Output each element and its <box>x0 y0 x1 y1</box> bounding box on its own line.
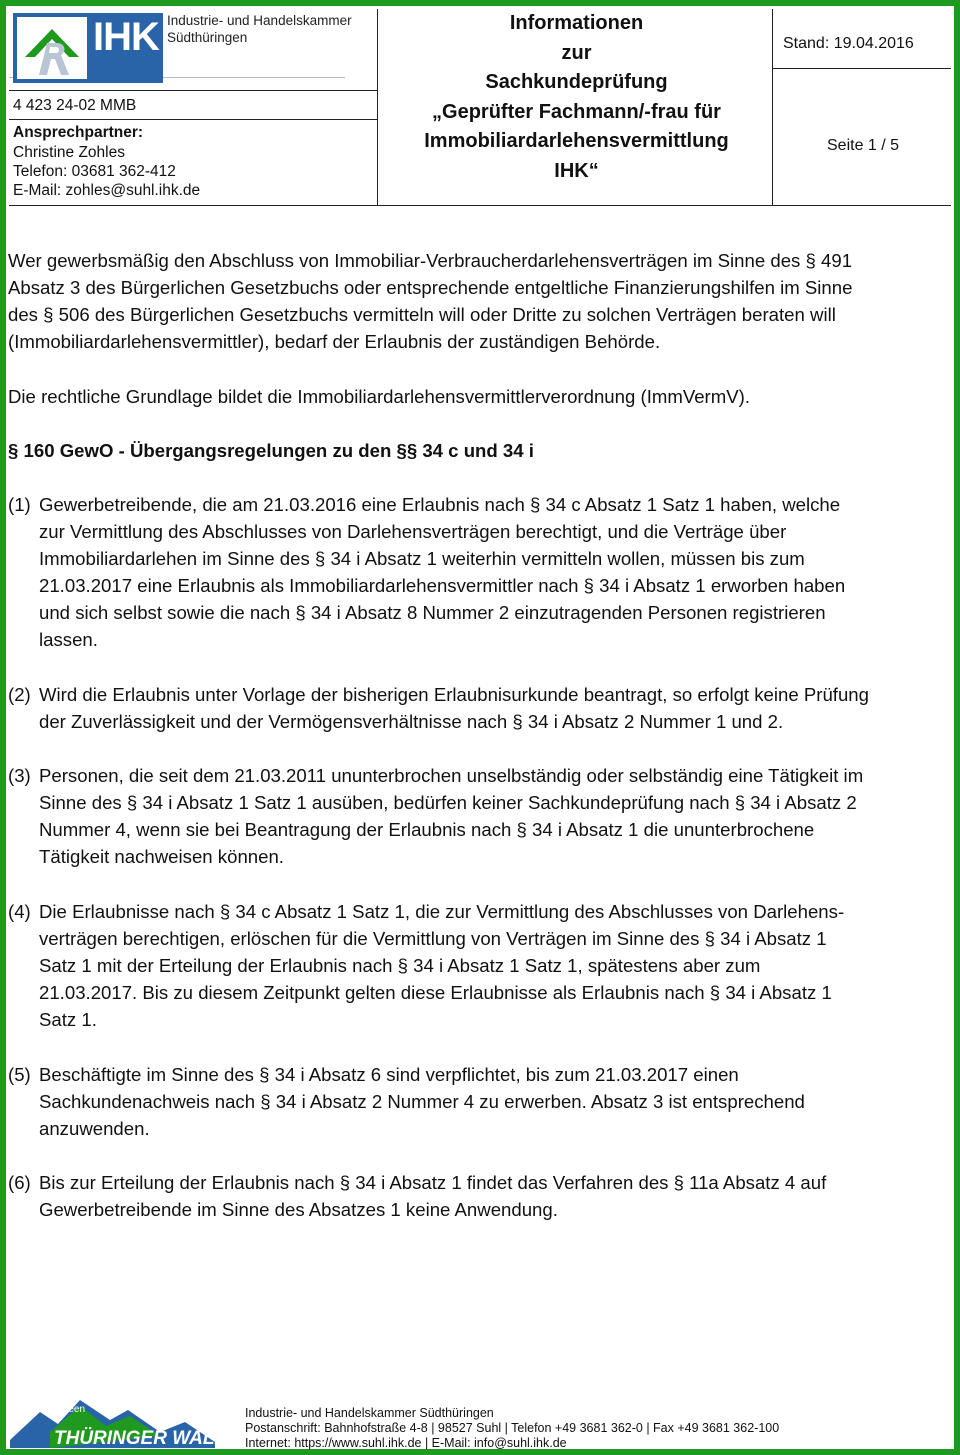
header-rule-left-2 <box>9 119 377 120</box>
document-title: Informationen zur Sachkundeprüfung „Geprüfter Fachmann/-frau für Immobiliardarlehensvermittlung IHK“ <box>424 12 729 182</box>
header-rule-right <box>772 68 951 69</box>
thueringer-wald-logo-icon <box>10 1392 234 1449</box>
footer-logo-small: Ideen <box>60 1404 86 1415</box>
ihk-logo-subtitle: Industrie- und Handelskammer Südthüringen <box>167 13 352 45</box>
footer-logo-text: THÜRINGER WALD. <box>54 1428 234 1449</box>
section-heading: § 160 GewO - Übergangsregelungen zu den §§ 34 c und 34 i <box>8 440 534 461</box>
ihk-logo <box>13 13 163 83</box>
contact-phone: Telefon: 03681 362-412 <box>13 163 176 180</box>
document-reference: 4 423 24-02 MMB <box>13 97 137 114</box>
page-number: Seite 1 / 5 <box>827 137 900 154</box>
legal-basis-paragraph: Die rechtliche Grundlage bildet die Immobiliardarlehensvermittlerverordnung (ImmVermV). <box>8 386 750 407</box>
contact-name: Christine Zohles <box>13 144 125 161</box>
ihk-logo-wordmark: IHK <box>93 15 159 59</box>
header-divider-1 <box>377 9 378 205</box>
header-rule-left-1 <box>9 90 377 91</box>
document-date: Stand: 19.04.2016 <box>783 35 914 52</box>
footer-address: Industrie- und Handelskammer Südthüringen Postanschrift: Bahnhofstraße 4-8 | 98527 Suhl | Telefon +49 3681 362-0 | Fax +49 3681 362-100 Internet: https://www.suhl.ihk.de | E-Mail: info@suhl.ihk.de <box>245 1406 780 1450</box>
ihk-emblem-icon <box>17 17 87 79</box>
contact-label: Ansprechpartner: <box>13 124 144 141</box>
intro-paragraph: Wer gewerbsmäßig den Abschluss von Immobiliar-Verbraucherdarlehensverträgen im Sinne des § 491 Absatz 3 des Bürgerlichen Gesetzbuchs oder entsprechende entgeltliche Finanzierungshilfen im Sinne des § 506 des Bürgerlichen Gesetzbuchs vermitteln will oder Dritte zu solchen Verträgen beraten will (Immobiliardarlehensvermittler), bedarf der Erlaubnis der zuständigen Behörde. <box>8 250 853 353</box>
document-header <box>9 9 951 206</box>
contact-email: E-Mail: zohles@suhl.ihk.de <box>13 182 201 199</box>
